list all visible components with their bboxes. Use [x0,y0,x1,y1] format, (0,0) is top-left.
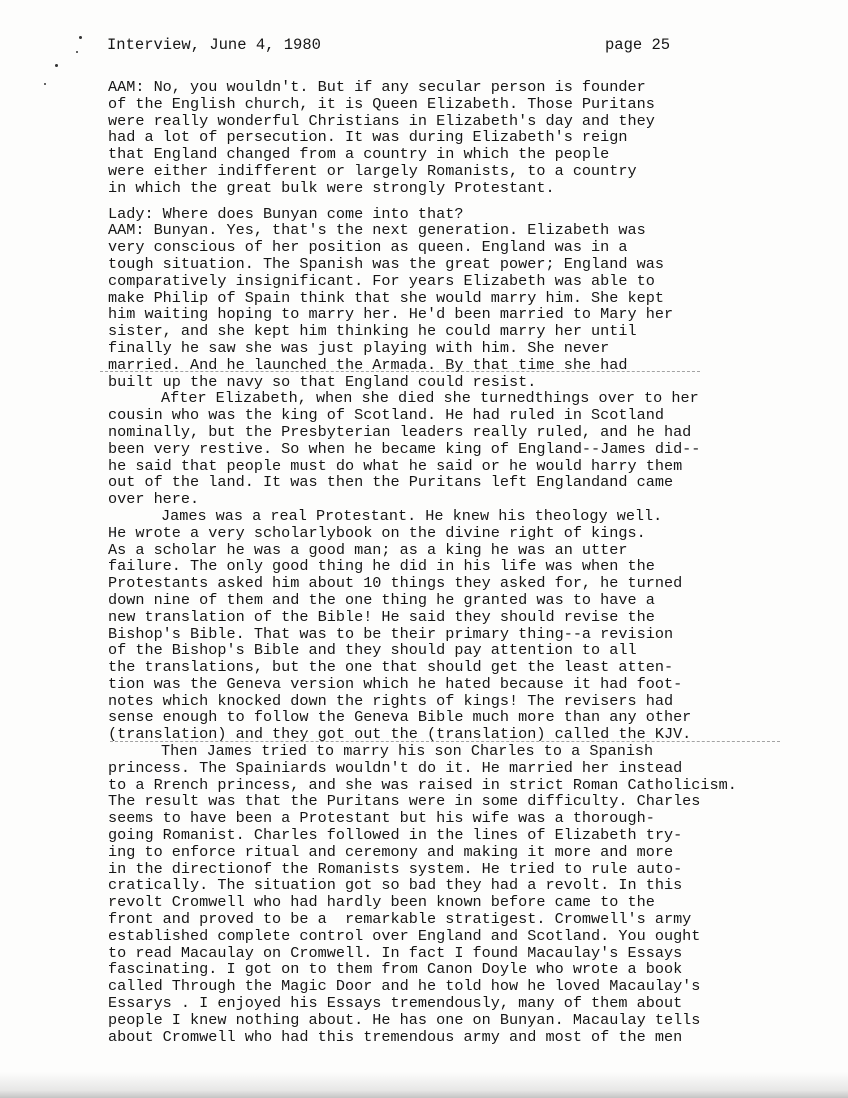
text-line: about Cromwell who had this tremendous army and most of the men [108,1027,683,1046]
text-line: nominally, but the Presbyterian leaders really ruled, and he had [108,422,692,441]
text-line: comparatively insignificant. For years Elizabeth was able to [108,271,655,290]
text-line: to read Macaulay on Cromwell. In fact I found Macaulay's Essays [108,943,683,962]
text-line: down nine of them and the one thing he granted was to have a [108,590,655,609]
text-line: cratically. The situation got so bad they had a revolt. In this [108,876,683,895]
text-line: (translation) and they got out the (translation) called the KJV. [108,725,692,744]
text-line: going Romanist. Charles followed in the lines of Elizabeth try- [108,826,683,845]
text-line: established complete control over England and Scotland. You ought [108,926,701,945]
text-line: Protestants asked him about 10 things they asked for, he turned [108,574,683,593]
text-line: make Philip of Spain think that she would marry him. She kept [108,288,664,307]
transcript-body [108,79,838,1045]
text-line: he said that people must do what he said or he would harry them [108,456,683,475]
text-line: of the Bishop's Bible and they should pay attention to all [108,641,637,660]
text-line: people I knew nothing about. He has one on Bunyan. Macaulay tells [108,1010,701,1029]
text-line: had a lot of persecution. It was during Elizabeth's reign [108,128,628,147]
text-line: As a scholar he was a good man; as a king he was an utter [108,540,628,559]
text-line: ing to enforce ritual and ceremony and making it more and more [108,842,674,861]
page-header [107,36,687,56]
text-line: out of the land. It was then the Puritans left Englandand came [108,473,674,492]
scan-crease-line [110,741,780,743]
text-line: been very restive. So when he became king of England--James did-- [108,439,701,458]
text-line: of the English church, it is Queen Elizabeth. Those Puritans [108,94,655,113]
text-line: James was a real Protestant. He knew his theology well. [161,506,663,525]
scan-speck [55,64,58,67]
text-line: over here. [108,490,200,509]
text-line: notes which knocked down the rights of kings! The revisers had [108,691,674,710]
text-line: AAM: No, you wouldn't. But if any secular person is founder [108,78,646,96]
scan-speck [79,36,82,39]
page-number: page 25 [605,36,671,54]
scan-speck [76,51,78,53]
text-line: in which the great bulk were strongly Protestant. [108,178,555,197]
text-line: new translation of the Bible! He said they should revise the [108,607,655,626]
header-title: Interview, June 4, 1980 [107,36,321,54]
text-line: him waiting hoping to marry her. He'd been married to Mary her [108,305,674,324]
text-line: Then James tried to marry his son Charles to a Spanish [161,742,654,761]
text-line: Lady: Where does Bunyan come into that? [108,204,464,223]
text-line: AAM: Bunyan. Yes, that's the next generation. Elizabeth was [108,221,646,240]
text-line: cousin who was the king of Scotland. He had ruled in Scotland [108,406,664,425]
scan-speck [44,83,46,85]
text-line: He wrote a very scholarlybook on the divine right of kings. [108,523,646,542]
text-line: married. And he launched the Armada. By that time she had [108,355,628,374]
text-line: called Through the Magic Door and he told how he loved Macaulay's [108,977,701,996]
text-line: fascinating. I got on to them from Canon Doyle who wrote a book [108,960,683,979]
text-line: were really wonderful Christians in Elizabeth's day and they [108,111,655,130]
text-line: princess. The Spainiards wouldn't do it. He married her instead [108,758,683,777]
text-line: that England changed from a country in which the people [108,145,610,164]
text-line: The result was that the Puritans were in some difficulty. Charles [108,792,701,811]
text-line: Bishop's Bible. That was to be their primary thing--a revision [108,624,674,643]
text-line: tion was the Geneva version which he hated because it had foot- [108,674,683,693]
text-line: After Elizabeth, when she died she turnedthings over to her [161,389,699,408]
text-line: tough situation. The Spanish was the great power; England was [108,254,664,273]
text-line: were either indifferent or largely Romanists, to a country [108,161,637,180]
text-line: Essarys . I enjoyed his Essays tremendously, many of them about [108,994,683,1013]
text-line: seems to have been a Protestant but his wife was a thorough- [108,809,655,828]
scan-bottom-edge [0,1072,848,1098]
text-line: very conscious of her position as queen. England was in a [108,238,628,257]
text-line: built up the navy so that England could resist. [108,372,537,391]
text-line: sister, and she kept him thinking he could marry her until [108,322,637,341]
scan-crease-line [100,371,700,373]
text-line: sense enough to follow the Geneva Bible much more than any other [108,708,692,727]
text-line: revolt Cromwell who had hardly been known before came to the [108,893,655,912]
text-line: failure. The only good thing he did in his life was when the [108,557,655,576]
text-line: to a Rrench princess, and she was raised in strict Roman Catholicism. [108,775,737,794]
text-line: finally he saw she was just playing with him. She never [108,338,610,357]
text-line: in the directionof the Romanists system. He tried to rule auto- [108,859,683,878]
text-line: the translations, but the one that should get the least atten- [108,658,674,677]
text-line: front and proved to be a remarkable stratigest. Cromwell's army [108,910,692,929]
